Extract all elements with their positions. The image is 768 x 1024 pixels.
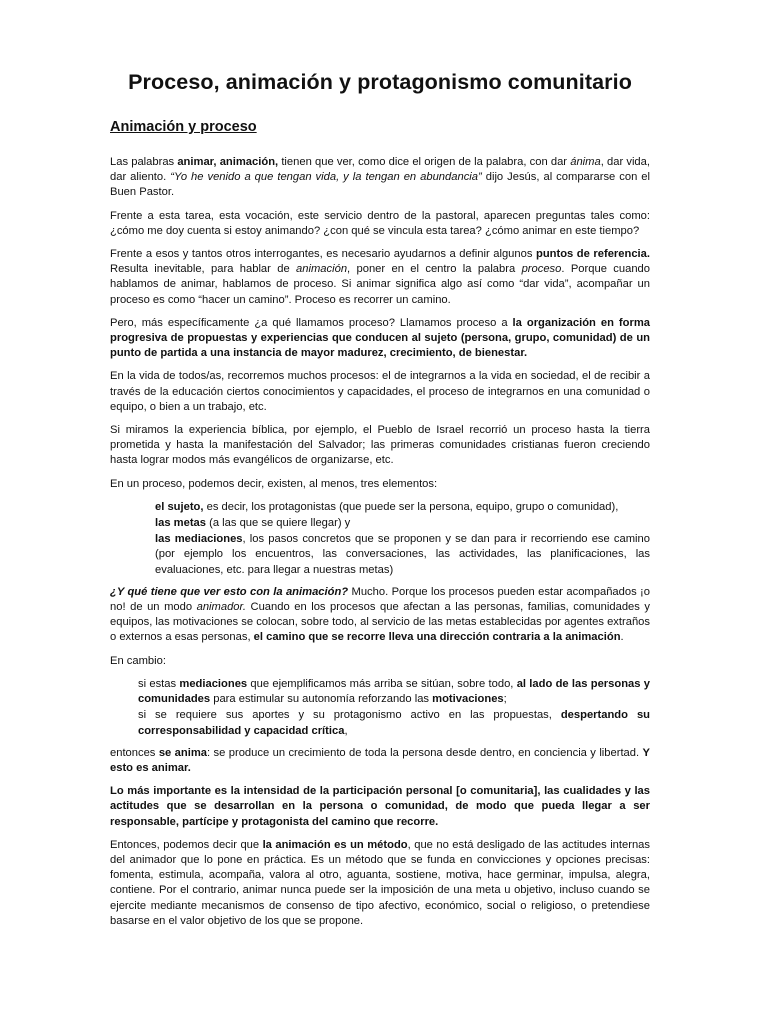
text-run: Entonces, podemos decir que [110, 838, 263, 851]
list-item-sujeto [155, 500, 650, 515]
text-run: Frente a esos y tantos otros interrogantes, es necesario ayudarnos a definir algunos [110, 248, 536, 261]
text-run: proceso [521, 263, 562, 276]
text-run: la organización en forma progresiva de propuestas y experiencias que conducen al sujeto (persona, grupo, comunidad) de un punto de partida a una instancia de mayor madurez, crecimiento, de bienestar. [110, 316, 650, 360]
paragraph-animar-definition [110, 155, 650, 201]
text-run: “Yo he venido a que tengan vida, y la tengan en abundancia” [170, 171, 482, 184]
text-run: es decir, los protagonistas (que puede ser la persona, equipo, grupo o comunidad), [203, 500, 619, 513]
text-run: , que no está desligado de las actitudes internas del animador que lo pone en práctica. Es un método que se funda en convicciones y opciones precisas: fomenta, estimula, acompaña, valora al otro, aguanta, sostiene, motiva, hace germinar, impulsa, alegra, contiene. Por el contrario, animar nunca puede ser la imposición de una meta u objetivo, incluso cuando se ejercite mediante mecanismos de consenso de tipo afectivo, económico, social o religioso, o pretendiese basarse en el valor objetivo de los que se propone. [110, 838, 650, 927]
paragraph-lo-mas-importante [110, 784, 650, 830]
text-run: mediaciones [179, 677, 248, 690]
paragraph-metodo [110, 838, 650, 929]
paragraph-definicion-proceso [110, 316, 650, 362]
text-run: las metas [155, 517, 206, 530]
list-item-mediaciones-personas [138, 677, 650, 707]
text-run: : se produce un crecimiento de toda la persona desde dentro, en conciencia y libertad. [207, 746, 643, 759]
text-run: , [344, 724, 348, 737]
text-run: tienen que ver, como dice el origen de la palabra, con dar [278, 156, 571, 168]
paragraph-en-cambio [110, 654, 650, 669]
text-run: Si miramos la experiencia bíblica, por ejemplo, el Pueblo de Israel recorrió un proceso hasta la tierra prometida y hasta la manifestación del Salvador; las primeras comunidades cristianas fueron creciendo hasta lograr modos más evangélicos de organizarse, etc. [110, 424, 650, 467]
text-run: , poner en el centro la palabra [347, 263, 522, 276]
text-run: Las palabras [110, 156, 178, 168]
paragraph-experiencia-biblica [110, 423, 650, 469]
text-run: el sujeto, [155, 500, 204, 513]
text-run: Cuando en los procesos que afectan a las personas, familias, comunidades y equipos, las motivaciones se colocan, sobre todo, al servicio de las metas establecidas por agentes extraños o externos a esas personas, [110, 601, 650, 644]
text-run: que ejemplificamos más arriba se sitúan, sobre todo, [247, 677, 517, 690]
section-heading: Animación y proceso [110, 119, 257, 135]
text-run: la animación es un método [262, 838, 408, 851]
text-run: , los pasos concretos que se proponen y se dan para ir recorriendo ese camino (por ejemplo los encuentros, las conversaciones, las actividades, las planificaciones, las evaluaciones, etc. para llegar a nuestras metas) [155, 533, 650, 576]
text-run: las mediaciones [155, 533, 243, 546]
text-run: animar, animación, [177, 156, 279, 168]
text-run: puntos de referencia. [535, 248, 650, 261]
paragraph-preguntas [110, 209, 650, 239]
text-run: En un proceso, podemos decir, existen, al menos, tres elementos: [110, 477, 438, 490]
list-item-aportes-protagonismo [138, 708, 650, 738]
text-run: (a las que se quiere llegar) y [206, 517, 351, 530]
text-run: si estas [138, 677, 180, 690]
text-run: para estimular su autonomía reforzando las [210, 693, 433, 706]
text-run: Frente a esta tarea, esta vocación, este servicio dentro de la pastoral, aparecen preguntas tales como: ¿cómo me doy cuenta si estoy animando? ¿con qué se vincula esta tarea? ¿cómo animar en este tiempo? [110, 209, 650, 237]
text-run: Resulta inevitable, para hablar de [110, 263, 297, 276]
text-run: ¿Y qué tiene que ver esto con la animación? [110, 585, 349, 598]
paragraph-procesos-vida [110, 369, 650, 415]
text-run: ; [503, 693, 507, 706]
text-run: En cambio: [110, 654, 166, 667]
paragraph-entonces-se-anima [110, 746, 650, 776]
text-run: Pero, más específicamente ¿a qué llamamos proceso? Llamamos proceso a [110, 316, 513, 329]
text-run: motivaciones [432, 693, 504, 706]
text-run: se anima [158, 746, 208, 759]
text-run: el camino que se recorre lleva una dirección contraria a la animación [253, 631, 621, 644]
paragraph-tres-elementos [110, 477, 650, 492]
list-item-metas [155, 516, 650, 531]
text-run: ánima [570, 156, 601, 168]
text-run: . Porque cuando hablamos de animar, hablamos de proceso. Si animar significa algo así como “dar vida”, acompañar un proceso es como “hacer un camino”. Proceso es recorrer un camino. [110, 263, 650, 306]
text-run: animador. [196, 601, 246, 614]
text-run: Lo más importante es la intensidad de la participación personal [o comunitaria], las cualidades y las actitudes que se desarrollan en la persona o comunidad, de modo que pueda llegar a ser responsable, partícipe y protagonista del camino que recorre. [110, 785, 650, 828]
text-run: si se requiere sus aportes y su protagonismo activo en las propuestas, [138, 709, 561, 722]
text-run: despertando su corresponsabilidad y capacidad crítica [138, 709, 650, 737]
text-run: entonces [110, 746, 159, 759]
text-run: animación [296, 263, 348, 276]
paragraph-relacion-animacion [110, 585, 650, 646]
text-run: . [620, 631, 624, 644]
text-run: Mucho. Porque los procesos pueden estar acompañados ¡o no! de un modo [110, 585, 650, 614]
document-title: Proceso, animación y protagonismo comunitario [128, 70, 632, 94]
elements-list [155, 500, 650, 578]
text-run: En la vida de todos/as, recorremos muchos procesos: el de integrarnos a la vida en sociedad, el de recibir a través de la educación ciertos conocimientos y capacidades, el proceso de integrarnos en una comunidad o equipo, o bien a un trabajo, etc. [110, 370, 650, 413]
text-run: al lado de las personas y comunidades [138, 677, 650, 706]
paragraph-puntos-referencia [110, 247, 650, 308]
list-item-mediaciones [155, 532, 650, 578]
text-run: dijo Jesús, al compararse con el Buen Pastor. [110, 171, 650, 199]
text-run: Y esto es animar. [110, 746, 650, 774]
conditions-list [138, 677, 650, 739]
text-run: , dar vida, dar aliento. [110, 156, 650, 184]
